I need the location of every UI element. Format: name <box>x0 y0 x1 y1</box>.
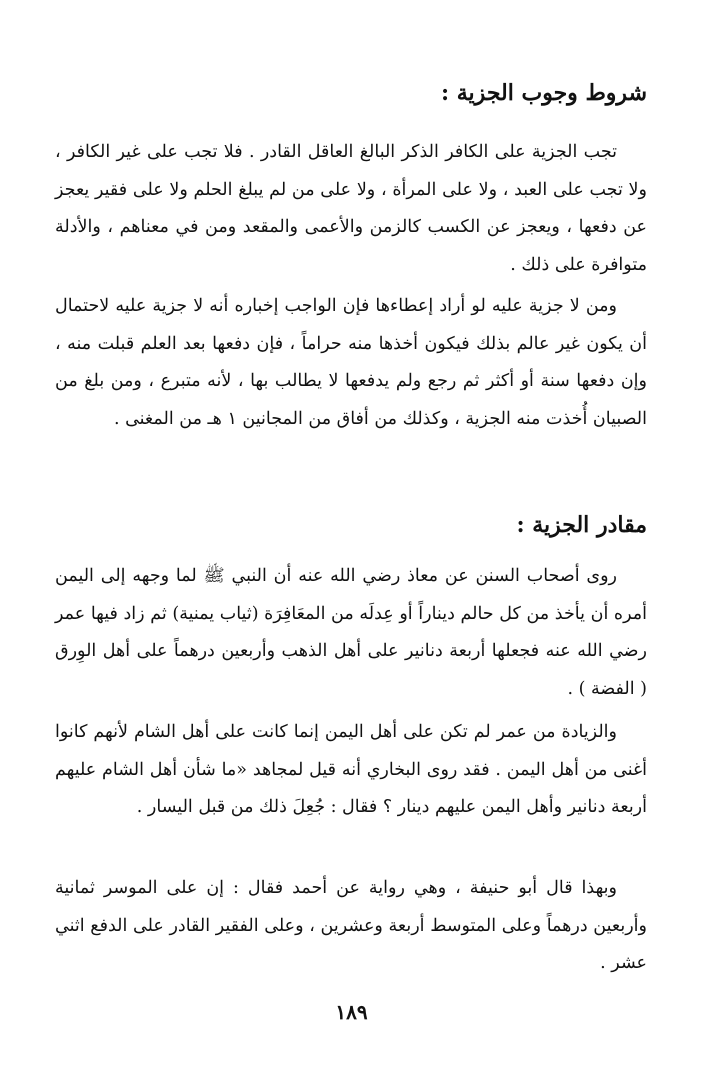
section-heading-jizya-amounts: مقادر الجزية : <box>516 512 647 538</box>
page-number: ١٨٩ <box>335 1000 368 1024</box>
paragraph: روى أصحاب السنن عن معاذ رضي الله عنه أن النبي ﷺ لما وجهه إلى اليمن أمره أن يأخذ من كل حالم ديناراً أو عِدلَه من المعَافِرَة (ثياب يمنية) ثم زاد فيها عمر رضي الله عنه فجعلها أربعة دنانير على أهل الذهب وأربعين درهماً على أهل الوِرق ( الفضة ) . <box>55 566 647 699</box>
paragraph: ومن لا جزية عليه لو أراد إعطاءها فإن الواجب إخباره أنه لا جزية عليه لاحتمال أن يكون غير عالم بذلك فيكون أخذها منه حراماً ، فإن دفعها بعد العلم قبلت منه ، وإن دفعها سنة أو أكثر ثم رجع ولم يدفعها لا يطالب بها ، لأنه متبرع ، ومن بلغ من الصبيان أُخذت منه الجزية ، وكذلك من أفاق من المجانين ١ هـ من المغنى . <box>55 296 647 429</box>
section-heading-jizya-conditions: شروط وجوب الجزية : <box>440 80 647 106</box>
paragraph: والزيادة من عمر لم تكن على أهل اليمن إنما كانت على أهل الشام لأنهم كانوا أغنى من أهل اليمن . فقد روى البخاري أنه قيل لمجاهد «ما شأن أهل الشام عليهم أربعة دنانير وأهل اليمن عليهم دينار ؟ فقال : جُعِلَ ذلك من قبل اليسار . <box>55 722 647 817</box>
paragraph: وبهذا قال أبو حنيفة ، وهي رواية عن أحمد فقال : إن على الموسر ثمانية وأربعين درهماً وعلى المتوسط أربعة وعشرين ، وعلى الفقير القادر على الدفع اثني عشر . <box>55 878 647 973</box>
paragraph: تجب الجزية على الكافر الذكر البالغ العاقل القادر . فلا تجب على غير الكافر ، ولا تجب على العبد ، ولا على المرأة ، ولا على من لم يبلغ الحلم ولا على فقير يعجز عن دفعها ، ويعجز عن الكسب كالزمن والأعمى والمقعد ومن في معناهم ، والأدلة متوافرة على ذلك . <box>55 142 647 275</box>
